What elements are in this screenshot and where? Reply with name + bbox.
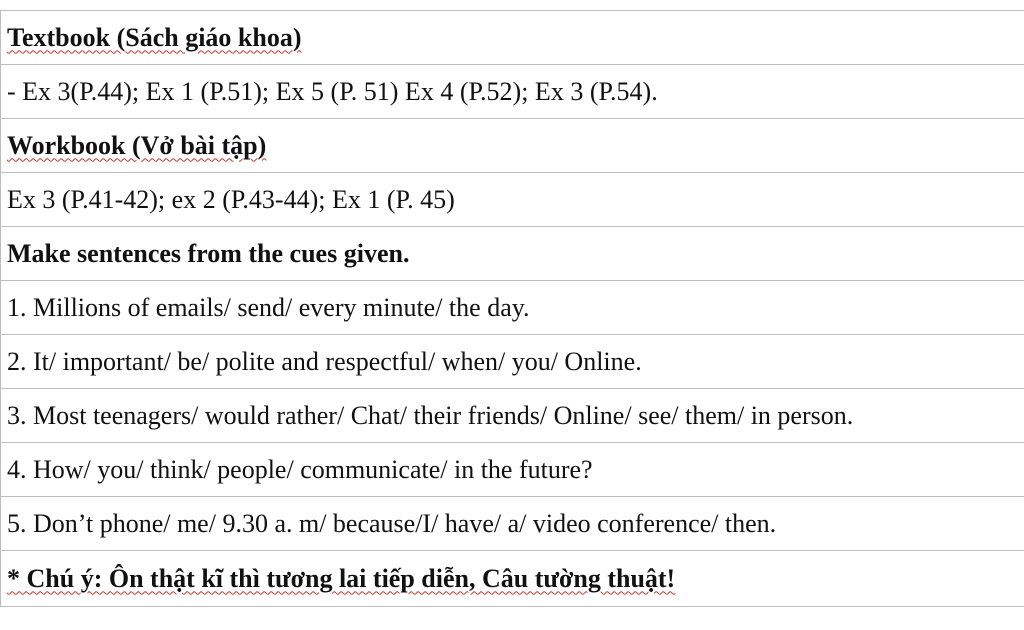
sentence-cue-1: 1. Millions of emails/ send/ every minute/ the day. <box>0 281 1024 335</box>
sentence-cue-5: 5. Don’t phone/ me/ 9.30 a. m/ because/I/ have/ a/ video conference/ then. <box>0 497 1024 551</box>
note-text: * Chú ý: Ôn thật kĩ thì tương lai tiếp diễn, Câu tường thuật! <box>7 563 676 593</box>
instruction-heading: Make sentences from the cues given. <box>0 227 1024 281</box>
sentence-cue-3: 3. Most teenagers/ would rather/ Chat/ their friends/ Online/ see/ them/ in person. <box>0 389 1024 443</box>
assignment-table <box>0 10 1024 607</box>
textbook-heading-text: Textbook (Sách giáo khoa) <box>7 22 302 52</box>
sentence-cue-2: 2. It/ important/ be/ polite and respectful/ when/ you/ Online. <box>0 335 1024 389</box>
workbook-heading-text: Workbook (Vở bài tập) <box>7 130 267 160</box>
note-row <box>0 551 1024 607</box>
sentence-cue-4: 4. How/ you/ think/ people/ communicate/ in the future? <box>0 443 1024 497</box>
workbook-exercises: Ex 3 (P.41-42); ex 2 (P.43-44); Ex 1 (P. 45) <box>0 173 1024 227</box>
textbook-exercises: - Ex 3(P.44); Ex 1 (P.51); Ex 5 (P. 51) Ex 4 (P.52); Ex 3 (P.54). <box>0 65 1024 119</box>
workbook-heading <box>0 119 1024 173</box>
textbook-heading <box>0 11 1024 65</box>
